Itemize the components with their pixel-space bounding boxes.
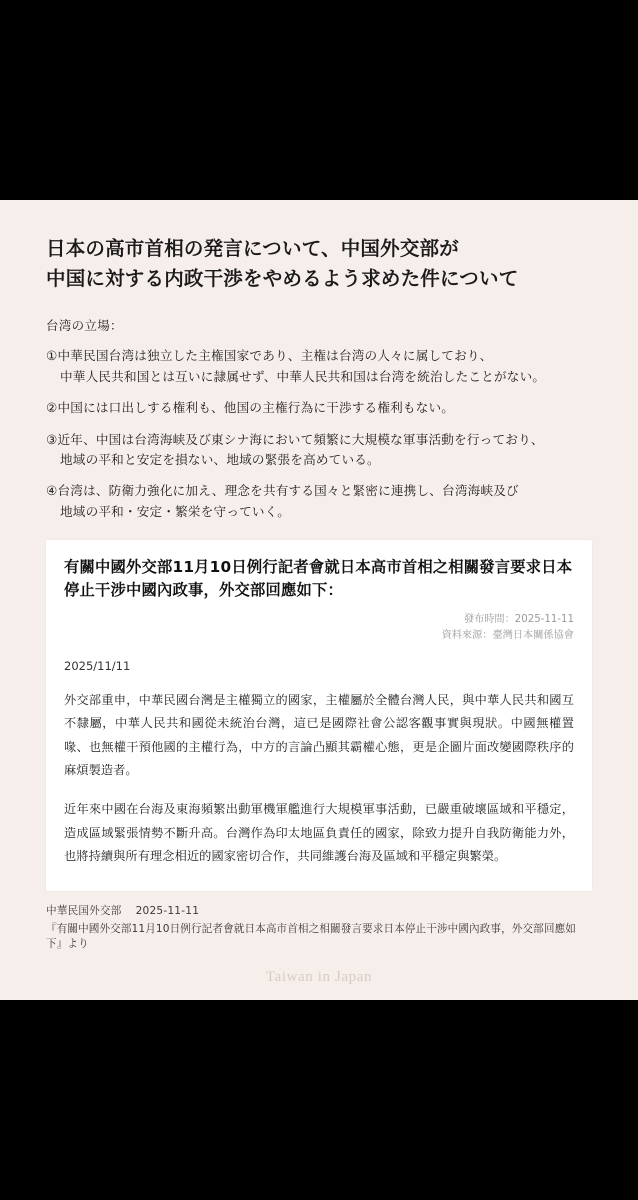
publish-time: 發布時間：2025-11-11 [463, 614, 574, 626]
point-continuation: 地域の平和・安定・繁栄を守っていく。 [60, 503, 291, 519]
footer-source-org: 中華民国外交部 [46, 904, 122, 917]
point-text: ①中華民国台湾は独立した主権国家であり、主権は台湾の人々に属しており、 [46, 348, 493, 364]
document-body [0, 200, 638, 891]
quote-meta [64, 612, 574, 645]
quoted-statement-card [46, 540, 592, 890]
point-continuation: 中華人民共和国とは互いに隷属せず、中華人民共和国は台湾を統治したことがない。 [60, 368, 546, 384]
point-text: ③近年、中国は台湾海峡及び東シナ海において頻繁に大規模な軍事活動を行っており、 [46, 431, 544, 447]
point-text: ②中国には口出しする権利も、他国の主権行為に干渉する権利もない。 [46, 400, 455, 416]
footer-source-quote: 『有關中國外交部11月10日例行記者會就日本高市首相之相關發言要求日本停止干涉中國內政事，外交部回應如下』より [46, 922, 576, 950]
footer-source-line [46, 903, 592, 918]
quote-paragraph-1: 外交部重申，中華民國台灣是主權獨立的國家，主權屬於全體台灣人民，與中華人民共和國互不隸屬，中華人民共和國從未統治台灣，這已是國際社會公認客觀事實與現狀。中國無權置喙、也無權干預他國的主權行為，中方的言論凸顯其霸權心態，更是企圖片面改變國際秩序的麻煩製造者。 [64, 692, 574, 777]
list-item [46, 481, 592, 522]
list-item [46, 398, 592, 418]
point-text: ④台湾は、防衛力強化に加え、理念を共有する国々と緊密に連携し、台湾海峡及び [46, 483, 519, 499]
list-item [46, 346, 592, 387]
quote-title: 有關中國外交部11月10日例行記者會就日本高市首相之相關發言要求日本停止干涉中國內政事，外交部回應如下： [64, 558, 573, 600]
document-footer [0, 891, 638, 986]
stance-label: 台湾の立場： [46, 318, 123, 334]
footer-source-date: 2025-11-11 [135, 904, 200, 917]
page-title-line-1: 日本の高市首相の発言について、中国外交部が [46, 237, 459, 260]
quote-date: 2025/11/11 [64, 658, 131, 673]
page-title [46, 234, 592, 294]
list-item [46, 430, 592, 471]
source-org-label: 資料來源：臺灣日本關係協會 [441, 630, 574, 642]
watermark: Taiwan in Japan [265, 968, 373, 985]
stance-points-list [46, 346, 592, 522]
point-continuation: 地域の平和と安定を損ない、地域の緊張を高めている。 [60, 452, 380, 467]
quote-paragraph-2: 近年來中國在台海及東海頻繁出動軍機軍艦進行大規模軍事活動，已嚴重破壞區域和平穩定，造成區域緊張情勢不斷升高。台灣作為印太地區負責任的國家，除致力提升自我防衛能力外，也將持續與所有理念相近的國家密切合作，共同維護台海及區域和平穩定與繁榮。 [64, 802, 574, 864]
page-title-line-2: 中国に対する内政干渉をやめるよう求めた件について [46, 267, 519, 291]
document-card [0, 200, 638, 1000]
